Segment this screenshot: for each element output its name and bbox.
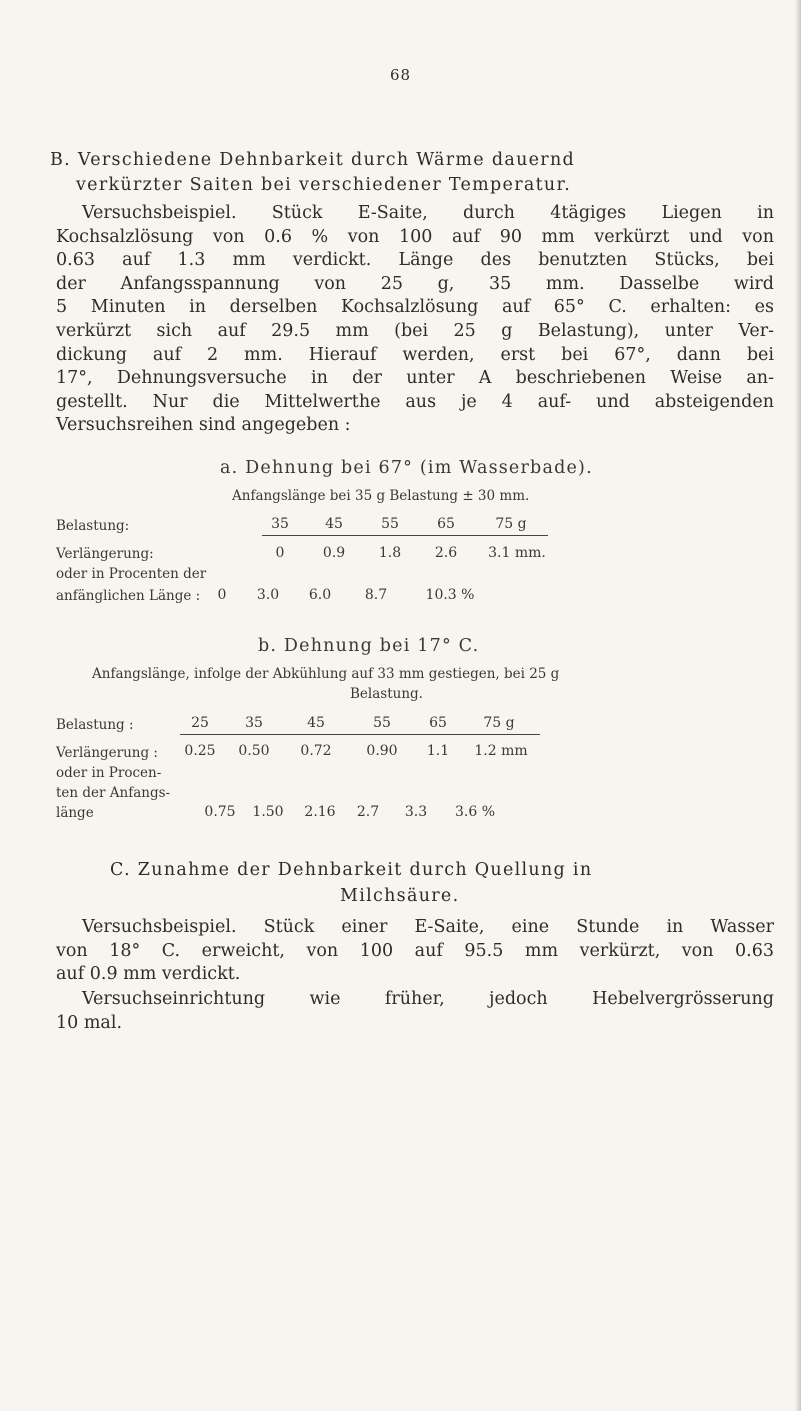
table-a-ext-cell: 2.6 bbox=[434, 545, 458, 561]
table-a-pct-cell: 0 bbox=[217, 587, 227, 603]
table-a-pct-label-line1: oder in Procenten der bbox=[56, 566, 207, 582]
table-a-subtitle: Anfangslänge bei 35 g Belastung ± 30 mm. bbox=[232, 488, 530, 504]
table-b-load-cell: 45 bbox=[307, 715, 325, 731]
section-b-title-line2: verkürzter Saiten bei verschiedener Temperatur. bbox=[76, 175, 572, 195]
paragraph-line: 5 Minuten in derselben Kochsalzlösung auf 65° C. erhalten: es bbox=[56, 297, 774, 318]
paragraph-line: 0.63 auf 1.3 mm verdickt. Länge des benutzten Stücks, bei bbox=[56, 250, 774, 271]
paragraph-line: 17°, Dehnungsversuche in der unter A beschriebenen Weise an- bbox=[56, 368, 774, 389]
table-b-pct-cell: 3.6 % bbox=[454, 804, 496, 820]
table-a-ext-cell: 0 bbox=[275, 545, 285, 561]
table-a-pct-cell: 10.3 % bbox=[425, 587, 475, 603]
paragraph-line: von 18° C. erweicht, von 100 auf 95.5 mm verkürzt, von 0.63 bbox=[56, 940, 774, 961]
section-c-paragraph-2 bbox=[56, 988, 774, 1035]
table-a-load-label: Belastung: bbox=[56, 518, 130, 534]
section-c-title-line1: C. Zunahme der Dehnbarkeit durch Quellung in bbox=[110, 860, 593, 880]
section-c-title-line2: Milchsäure. bbox=[340, 886, 460, 906]
table-b-load-cell: 65 bbox=[429, 715, 447, 731]
table-a-title: a. Dehnung bei 67° (im Wasserbade). bbox=[220, 458, 593, 478]
table-b-load-cell: 35 bbox=[245, 715, 263, 731]
table-b-pct-cell: 3.3 bbox=[404, 804, 428, 820]
table-b-subtitle-line2: Belastung. bbox=[350, 686, 423, 702]
section-b-title-line1: B. Verschiedene Dehnbarkeit durch Wärme dauernd bbox=[50, 150, 576, 170]
section-c-paragraph-1 bbox=[56, 916, 774, 987]
table-a-load-cell: 65 bbox=[437, 516, 455, 532]
paragraph-line: Versuchsreihen sind angegeben : bbox=[56, 415, 351, 436]
page-edge-shadow bbox=[795, 0, 801, 1411]
table-a-pct-cell: 3.0 bbox=[256, 587, 280, 603]
paragraph-line: Versuchseinrichtung wie früher, jedoch Hebelvergrösserung bbox=[82, 989, 774, 1009]
paragraph-line: Kochsalzlösung von 0.6 % von 100 auf 90 mm verkürzt und von bbox=[56, 226, 774, 247]
paragraph-line: dickung auf 2 mm. Hierauf werden, erst bei 67°, dann bei bbox=[56, 344, 774, 365]
table-a-load-cell: 55 bbox=[381, 516, 399, 532]
table-b-pct-label-line3: länge bbox=[56, 805, 94, 821]
table-a-ext-cell: 0.9 bbox=[322, 545, 346, 561]
table-b-ext-cell: 1.1 bbox=[426, 743, 450, 759]
table-b-ext-cell: 0.50 bbox=[238, 743, 270, 759]
table-b-load-cell: 55 bbox=[373, 715, 391, 731]
table-a-pct-label-line2: anfänglichen Länge : bbox=[56, 588, 201, 604]
table-b-ext-cell: 0.90 bbox=[366, 743, 398, 759]
page-number: 68 bbox=[389, 66, 412, 84]
table-b-ext-cell: 0.25 bbox=[184, 743, 216, 759]
table-b-pct-cell: 0.75 bbox=[204, 804, 236, 820]
table-b-subtitle-line1: Anfangslänge, infolge der Abkühlung auf 33 mm gestiegen, bei 25 g bbox=[92, 666, 560, 682]
table-a-load-cell: 45 bbox=[325, 516, 343, 532]
table-b-pct-cell: 1.50 bbox=[252, 804, 284, 820]
table-b-load-cell: 75 g bbox=[483, 715, 515, 731]
paragraph-line: der Anfangsspannung von 25 g, 35 mm. Dasselbe wird bbox=[56, 273, 774, 294]
table-b-rule bbox=[180, 734, 540, 735]
table-b-ext-cell: 0.72 bbox=[300, 743, 332, 759]
paragraph-line: Versuchsbeispiel. Stück E-Saite, durch 4tägiges Liegen in bbox=[82, 203, 774, 223]
paragraph-line: gestellt. Nur die Mittelwerthe aus je 4 auf- und absteigenden bbox=[56, 391, 774, 412]
section-b-paragraph bbox=[56, 202, 774, 438]
table-a-ext-cell: 3.1 mm. bbox=[488, 545, 546, 561]
table-a-load-cell: 75 g bbox=[495, 516, 527, 532]
paragraph-line: auf 0.9 mm verdickt. bbox=[56, 964, 241, 985]
table-a-ext-cell: 1.8 bbox=[378, 545, 402, 561]
paragraph-line: Versuchsbeispiel. Stück einer E-Saite, eine Stunde in Wasser bbox=[82, 917, 774, 937]
table-b-pct-label-line1: oder in Procen- bbox=[56, 765, 162, 781]
table-b-load-cell: 25 bbox=[191, 715, 209, 731]
table-b-pct-label-line2: ten der Anfangs- bbox=[56, 785, 171, 801]
paragraph-line: verkürzt sich auf 29.5 mm (bei 25 g Belastung), unter Ver- bbox=[56, 320, 774, 341]
table-b-load-label: Belastung : bbox=[56, 717, 134, 733]
table-a-pct-cell: 6.0 bbox=[308, 587, 332, 603]
table-a-rule bbox=[262, 535, 548, 536]
table-b-pct-cell: 2.16 bbox=[304, 804, 336, 820]
paragraph-line: 10 mal. bbox=[56, 1012, 123, 1033]
table-a-pct-cell: 8.7 bbox=[364, 587, 388, 603]
table-b-title: b. Dehnung bei 17° C. bbox=[258, 636, 480, 656]
table-a-ext-label: Verlängerung: bbox=[56, 546, 154, 562]
table-b-ext-cell: 1.2 mm bbox=[474, 743, 528, 759]
table-a-load-cell: 35 bbox=[271, 516, 289, 532]
table-b-ext-label: Verlängerung : bbox=[56, 745, 158, 761]
table-b-pct-cell: 2.7 bbox=[356, 804, 380, 820]
